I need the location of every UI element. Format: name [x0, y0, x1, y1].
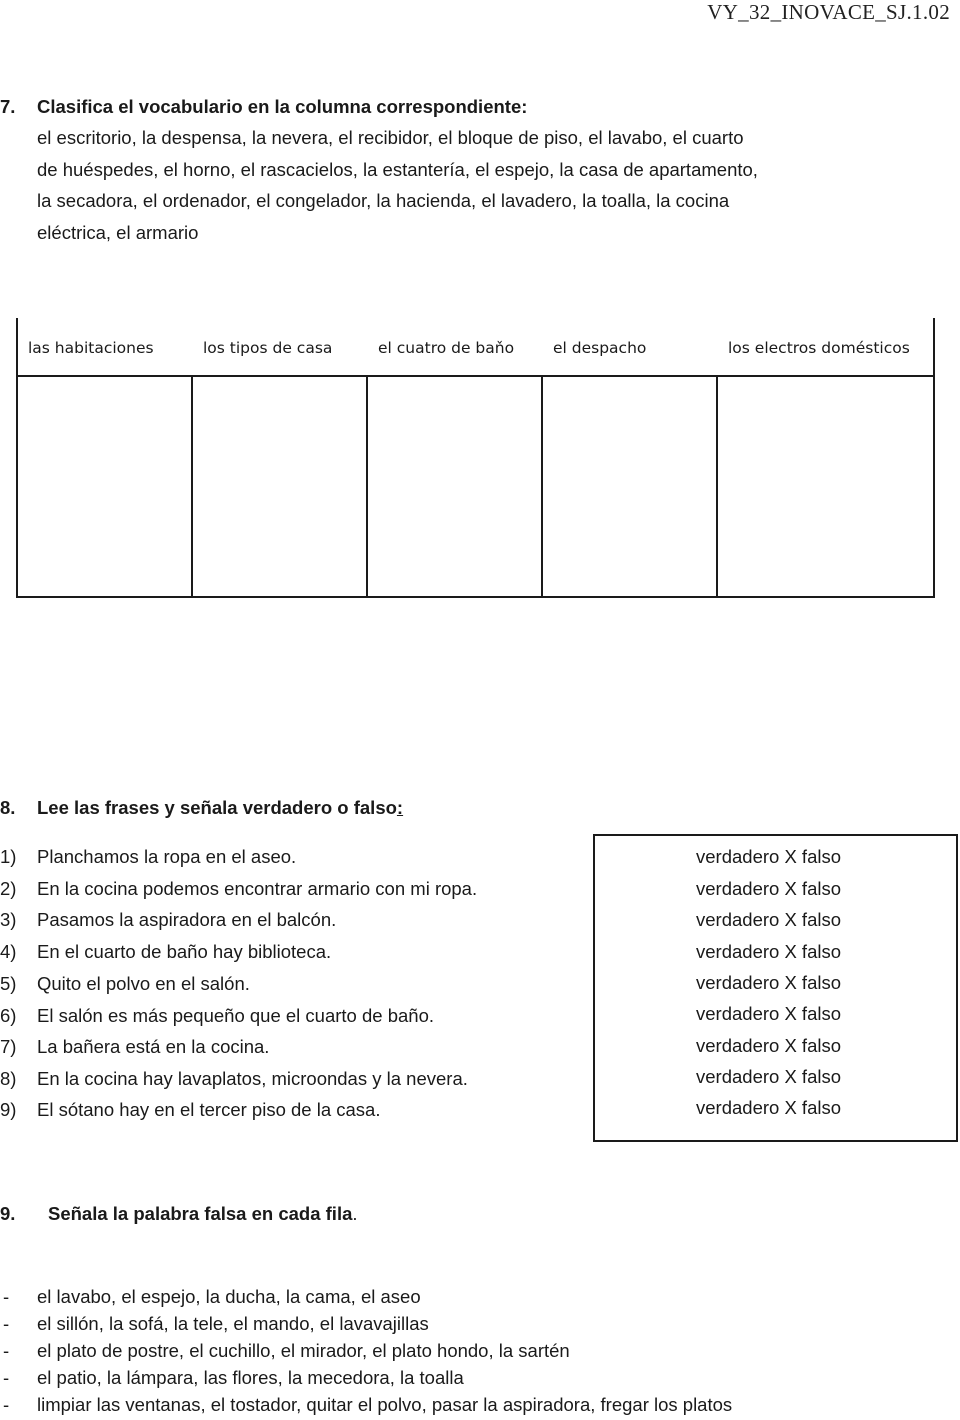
- bullet-dash: -: [3, 1286, 10, 1307]
- answer-cell-despacho[interactable]: [542, 376, 717, 597]
- bullet-dash: -: [3, 1367, 10, 1388]
- sentence-text: El salón es más pequeño que el cuarto de baño.: [37, 1005, 435, 1026]
- sentence-text: En la cocina hay lavaplatos, microondas y la nevera.: [37, 1068, 468, 1089]
- sentence-text: Pasamos la aspiradora en el balcón.: [37, 909, 337, 930]
- sentence-text: En el cuarto de baño hay biblioteca.: [37, 941, 332, 962]
- sentence-text: En la cocina podemos encontrar armario con mi ropa.: [37, 878, 478, 899]
- word-row-text[interactable]: el sillón, la sofá, la tele, el mando, el lavavajillas: [37, 1313, 429, 1334]
- exercise-9-number: 9.: [0, 1203, 16, 1224]
- word-row-text[interactable]: el plato de postre, el cuchillo, el mirador, el plato hondo, la sartén: [37, 1340, 570, 1361]
- sentence-number: 7): [0, 1036, 17, 1057]
- true-false-choice[interactable]: verdadero X falso: [696, 1035, 842, 1056]
- sentence-number: 1): [0, 846, 17, 867]
- exercise-9-title: [0, 1203, 358, 1225]
- true-false-choice[interactable]: verdadero X falso: [696, 1003, 842, 1024]
- sentence-item: [0, 909, 336, 931]
- sentence-item: [0, 878, 477, 900]
- answer-cell-habitaciones[interactable]: [17, 376, 192, 597]
- sentence-item: [0, 1005, 434, 1027]
- column-header-habitaciones: las habitaciones: [17, 319, 192, 376]
- vocab-line: la secadora, el ordenador, el congelador, la hacienda, el lavadero, la toalla, la cocina: [37, 190, 730, 211]
- true-false-choice[interactable]: verdadero X falso: [696, 1066, 842, 1087]
- sentence-number: 3): [0, 909, 17, 930]
- bullet-dash: -: [3, 1394, 10, 1415]
- exercise-7-instruction: Clasifica el vocabulario en la columna correspondiente:: [37, 96, 528, 117]
- bullet-dash: -: [3, 1313, 10, 1334]
- column-header-cuarto-de-bano: el cuatro de baňo: [367, 319, 542, 376]
- vocab-line: el escritorio, la despensa, la nevera, el recibidor, el bloque de piso, el lavabo, el cuarto: [37, 127, 744, 148]
- word-row: [0, 1286, 421, 1308]
- exercise-9-period: .: [352, 1203, 358, 1224]
- word-row-text[interactable]: el lavabo, el espejo, la ducha, la cama, el aseo: [37, 1286, 421, 1307]
- bullet-dash: -: [3, 1340, 10, 1361]
- answer-cell-tipos-de-casa[interactable]: [192, 376, 367, 597]
- exercise-8-instruction: Lee las frases y señala verdadero o falso: [37, 797, 397, 818]
- answer-cell-cuarto-de-bano[interactable]: [367, 376, 542, 597]
- sentence-number: 5): [0, 973, 17, 994]
- word-row: [0, 1313, 429, 1335]
- sentence-item: [0, 1036, 269, 1058]
- exercise-8-number: 8.: [0, 797, 16, 818]
- exercise-7-number: 7.: [0, 96, 16, 117]
- sentence-item: [0, 941, 331, 963]
- document-code: VY_32_INOVACE_SJ.1.02: [707, 0, 950, 24]
- classification-table: [16, 318, 935, 598]
- sentence-number: 2): [0, 878, 17, 899]
- true-false-choice[interactable]: verdadero X falso: [696, 846, 842, 867]
- sentence-text: Planchamos la ropa en el aseo.: [37, 846, 297, 867]
- sentence-text: Quito el polvo en el salón.: [37, 973, 250, 994]
- sentence-text: El sótano hay en el tercer piso de la casa.: [37, 1099, 381, 1120]
- sentence-item: [0, 1099, 380, 1121]
- exercise-9-instruction: Señala la palabra falsa en cada fila: [48, 1203, 353, 1224]
- vocab-line: de huéspedes, el horno, el rascacielos, la estantería, el espejo, la casa de apartamento,: [37, 159, 758, 180]
- true-false-choice[interactable]: verdadero X falso: [696, 972, 842, 993]
- sentence-text: La bañera está en la cocina.: [37, 1036, 270, 1057]
- true-false-choice[interactable]: verdadero X falso: [696, 1097, 842, 1118]
- sentence-item: [0, 846, 296, 868]
- true-false-choice[interactable]: verdadero X falso: [696, 909, 842, 930]
- column-header-tipos-de-casa: los tipos de casa: [192, 319, 367, 376]
- column-header-electrodomesticos: los electros domésticos: [717, 319, 934, 376]
- sentence-number: 8): [0, 1068, 17, 1089]
- sentence-item: [0, 973, 250, 995]
- sentence-number: 4): [0, 941, 17, 962]
- sentence-item: [0, 1068, 468, 1090]
- true-false-choice[interactable]: verdadero X falso: [696, 941, 842, 962]
- exercise-8-title: [0, 797, 403, 819]
- answer-cell-electrodomesticos[interactable]: [717, 376, 934, 597]
- word-row: [0, 1340, 570, 1362]
- sentence-number: 9): [0, 1099, 17, 1120]
- word-row-text[interactable]: el patio, la lámpara, las flores, la mecedora, la toalla: [37, 1367, 464, 1388]
- word-row: [0, 1394, 732, 1416]
- word-row-text[interactable]: limpiar las ventanas, el tostador, quitar el polvo, pasar la aspiradora, fregar los platos: [37, 1394, 733, 1415]
- vocab-line: eléctrica, el armario: [37, 222, 199, 243]
- exercise-7-title: [0, 96, 527, 118]
- exercise-8-colon: :: [396, 797, 404, 818]
- sentence-number: 6): [0, 1005, 17, 1026]
- column-header-despacho: el despacho: [542, 319, 717, 376]
- word-row: [0, 1367, 464, 1389]
- true-false-choice[interactable]: verdadero X falso: [696, 878, 842, 899]
